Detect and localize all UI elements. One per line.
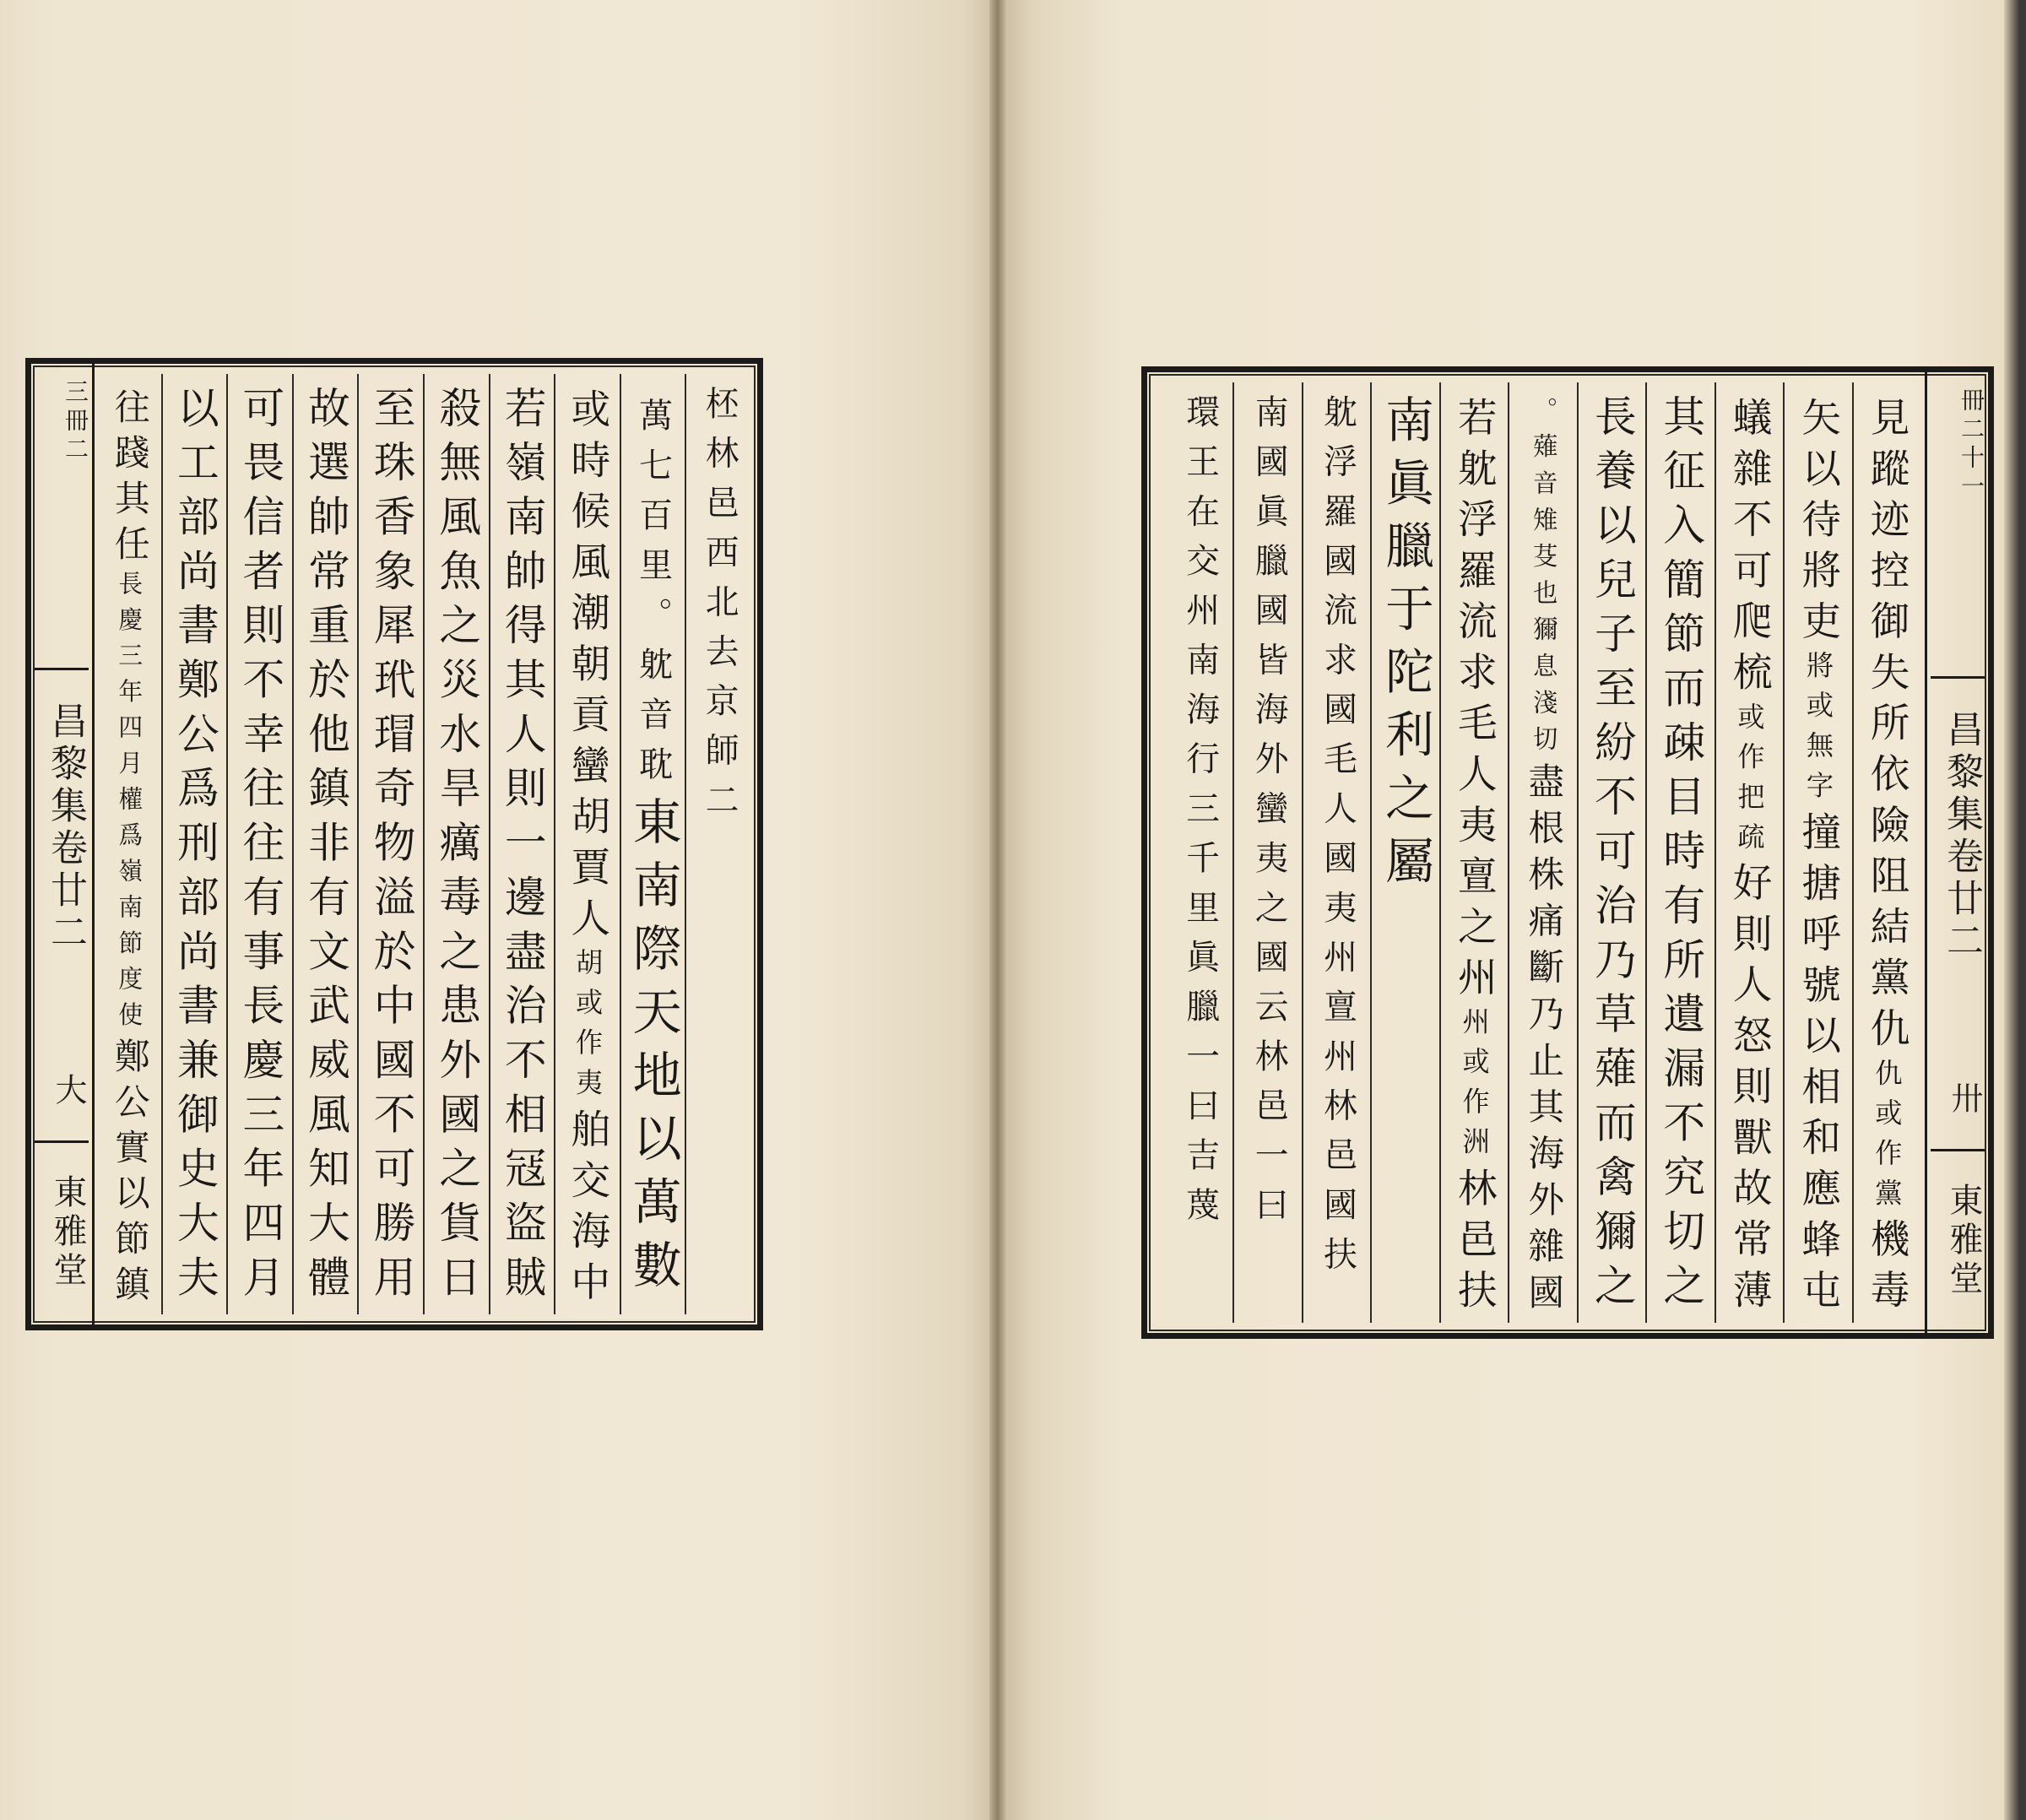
column-text: 東南際天地以萬數 (624, 796, 682, 1303)
column-text: 故選帥常重於他鎮非有文武威風知大體 (301, 386, 351, 1309)
right-banxin-title: 昌黎集卷廿二 (1940, 710, 1983, 963)
right-text-columns (1166, 382, 1920, 1323)
text-column (1577, 382, 1645, 1323)
fish-tail-mark (1931, 676, 1985, 679)
text-column (97, 374, 161, 1314)
text-column (1715, 382, 1783, 1323)
fish-tail-mark (35, 1140, 89, 1143)
column-text: 以工部尚書鄭公爲刑部尚書兼御史大夫 (171, 386, 220, 1309)
left-banxin-title: 昌黎集卷廿二 (44, 701, 87, 955)
column-text: 或作把疏 (1733, 701, 1766, 863)
column-text: 林邑扶 (1451, 1167, 1498, 1320)
column-text: 蟻雜不可爬梳 (1726, 397, 1773, 702)
left-banxin-page-number: 大 (50, 1073, 87, 1110)
column-text: 仇或作黨 (1871, 1058, 1904, 1219)
column-text: 可畏信者則不幸往往有事長慶三年四月 (236, 386, 285, 1309)
right-banxin-hall-name: 東雅堂 (1944, 1183, 1983, 1299)
text-column (1232, 382, 1301, 1323)
column-text: 見蹤迹控御失所依險阻結黨仇 (1864, 397, 1910, 1059)
text-column (292, 374, 358, 1314)
column-text: 柸林邑西北去京師二 (700, 386, 739, 832)
left-text-columns (97, 374, 750, 1314)
column-text: 鄭公實以節鎮 (108, 1037, 150, 1312)
text-column (1302, 382, 1370, 1323)
text-column (357, 374, 423, 1314)
column-text: 環王在交州南海行三千里眞臘一曰吉蔑 (1180, 394, 1220, 1237)
right-print-frame (1141, 366, 1994, 1339)
text-column (1508, 382, 1576, 1323)
column-text: 南國眞臘國皆海外蠻夷之國云林邑一曰 (1249, 394, 1289, 1237)
binding-gutter (989, 0, 1008, 1820)
column-text: 舶交海中 (565, 1108, 611, 1312)
text-column (1370, 382, 1438, 1323)
text-column (161, 374, 227, 1314)
column-text: 南眞臘于陀利之屬 (1377, 394, 1435, 898)
column-text: 州或作洲 (1458, 1007, 1491, 1168)
right-banxin-page-number: 卅 (1946, 1081, 1983, 1119)
column-text: 萬七百里。躭音耽 (633, 398, 673, 796)
fish-tail-mark (1931, 1149, 1985, 1151)
column-text: 往踐其任 (108, 388, 150, 571)
column-text: 或時候風潮朝貢蠻胡賈人 (565, 388, 611, 949)
column-text: 其征入簡節而疎目時有所遺漏不究切之 (1656, 394, 1706, 1318)
column-text: 若嶺南帥得其人則一邊盡治不相冦盜賊 (498, 386, 548, 1309)
text-column (226, 374, 292, 1314)
column-text: 撞搪呼號以相和應蜂屯 (1796, 811, 1842, 1320)
text-column (1852, 382, 1920, 1323)
column-text: 將或無字 (1801, 651, 1834, 812)
text-column (1645, 382, 1714, 1323)
left-banxin-volume: 三冊二 (62, 379, 89, 465)
text-column (620, 374, 685, 1314)
left-print-frame (25, 358, 763, 1330)
left-banxin-hall-name: 東雅堂 (48, 1174, 87, 1291)
text-column (489, 374, 555, 1314)
column-text: 胡或作夷 (572, 948, 604, 1108)
text-column (1439, 382, 1508, 1323)
right-banxin (1925, 372, 1988, 1333)
text-column (685, 374, 750, 1314)
left-banxin (31, 364, 95, 1324)
text-column (554, 374, 620, 1314)
page-edge (2004, 0, 2026, 1820)
text-column (423, 374, 489, 1314)
column-text: 長養以兒子至紛不可治乃草薙而禽獮之 (1588, 394, 1638, 1318)
column-text: 。薙音雉芟也獮息淺切 (1529, 397, 1558, 763)
column-text: 至珠香象犀玳瑁奇物溢於中國不可勝用 (367, 386, 417, 1309)
column-text: 躭浮羅國流求國毛人國夷州亶州林邑國扶 (1318, 394, 1357, 1286)
column-text: 好則人怒則獸故常薄 (1726, 862, 1773, 1320)
column-text: 若躭浮羅流求毛人夷亶之州 (1451, 397, 1498, 1008)
column-text: 矢以待將吏 (1796, 397, 1842, 652)
right-banxin-volume: 冊二十一 (1958, 387, 1985, 502)
fish-tail-mark (35, 668, 89, 670)
column-text: 殺無風魚之災水旱癘毒之患外國之貨日 (432, 386, 482, 1309)
text-column (1783, 382, 1851, 1323)
column-text: 長慶三年四月權爲嶺南節度使 (115, 571, 144, 1038)
column-text: 機毒 (1864, 1218, 1910, 1320)
text-column (1166, 382, 1232, 1323)
column-text: 盡根株痛斷乃止其海外雜國 (1522, 762, 1565, 1320)
